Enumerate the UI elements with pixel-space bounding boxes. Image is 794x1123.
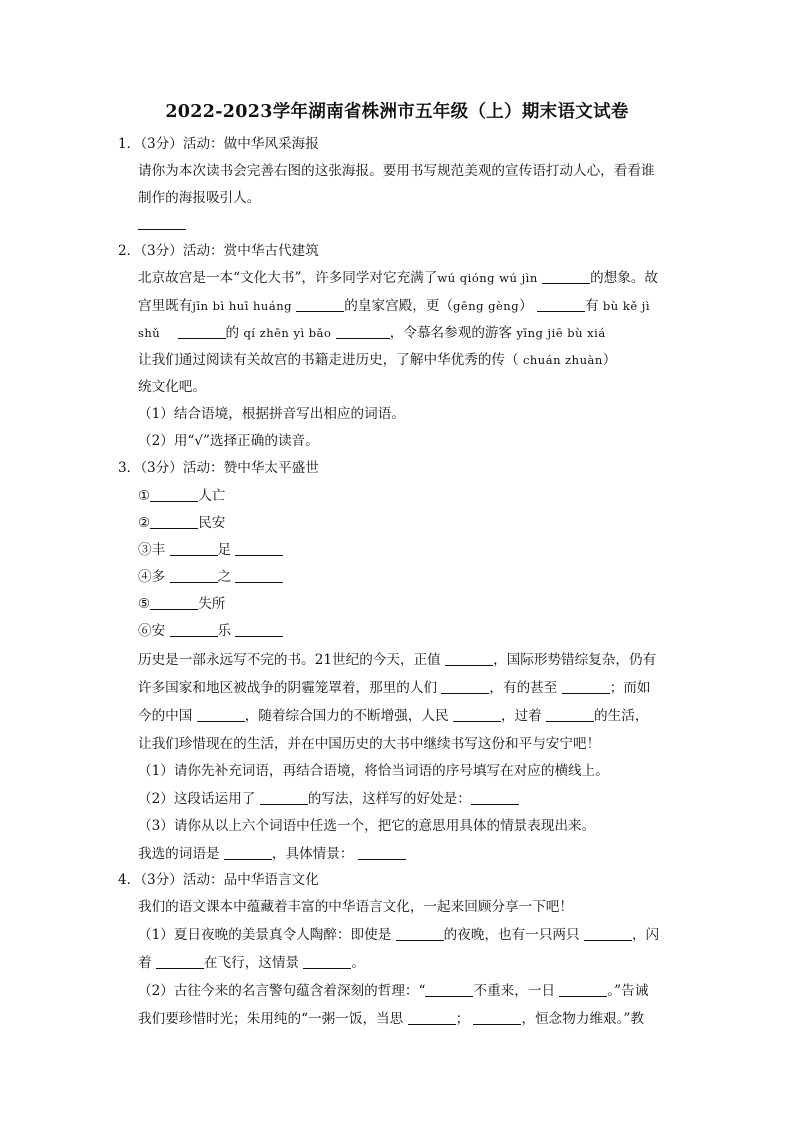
para-text: 许多国家和地区被战争的阴霾笼罩着，那里的人们	[138, 680, 438, 696]
sub-text: 。”告诫	[607, 983, 649, 999]
item-text: 足	[217, 542, 232, 558]
q4-line-1: 我们的语文课本中蕴藏着丰富的中华语言文化，一起来回顾分享一下吧！	[138, 899, 573, 915]
pinyin: yīng jiē bù xiá	[516, 326, 606, 340]
sub-text: （1）夏日夜晚的美景真令人陶醉：即使是	[138, 927, 392, 943]
answer-blank[interactable]	[303, 954, 351, 969]
q3-para-2	[138, 678, 650, 698]
q4-sub-1-cont	[138, 953, 365, 973]
q2-sub-2: （2）用“√”选择正确的读音。	[138, 433, 319, 449]
answer-blank[interactable]	[542, 269, 590, 284]
q3-item-2	[138, 513, 225, 533]
sub-text: ，具体情景：	[271, 846, 354, 862]
q2-line-5: 统文化吧。	[138, 379, 206, 395]
answer-blank[interactable]	[358, 845, 406, 860]
answer-blank[interactable]	[445, 651, 493, 666]
pinyin: qí zhēn yì bǎo	[243, 326, 332, 340]
q3-sub-4	[138, 844, 406, 864]
q2-text: 有	[585, 298, 599, 314]
answer-blank[interactable]	[260, 790, 308, 805]
para-text: 的生活，	[594, 708, 649, 724]
answer-blank[interactable]	[150, 514, 198, 529]
answer-blank[interactable]	[336, 324, 390, 339]
answer-blank[interactable]	[396, 926, 444, 941]
q4-sub-2	[138, 981, 648, 1001]
para-text: 今的中国	[138, 708, 193, 724]
q2-text: ，令慕名参观的游客	[389, 325, 513, 341]
sub-text: 不重来，一日	[473, 983, 556, 999]
answer-blank[interactable]	[473, 1010, 521, 1025]
q2-line-2	[138, 296, 650, 316]
sub-text: 。	[351, 955, 365, 971]
q1-heading: 1．（3分）活动：做中华风采海报	[118, 136, 319, 152]
q1-answer-blank[interactable]	[138, 214, 186, 234]
item-text: 之	[217, 569, 232, 585]
para-text: ，过着	[500, 708, 542, 724]
answer-blank[interactable]	[559, 982, 607, 997]
pinyin: chuán zhuàn	[522, 353, 603, 367]
q2-line-3	[138, 323, 606, 343]
q4-sub-1	[138, 925, 659, 945]
q3-para-4: 让我们珍惜现在的生活，并在中国历史的大书中继续书写这份和平与安宁吧！	[138, 736, 601, 752]
q2-line-4	[138, 350, 616, 370]
answer-blank[interactable]	[537, 297, 585, 312]
sub-text: 着	[138, 955, 152, 971]
pinyin: gēng gèng	[453, 299, 520, 313]
answer-blank[interactable]	[235, 622, 283, 637]
item-number: ④	[138, 569, 152, 585]
answer-blank[interactable]	[235, 541, 283, 556]
q2-text: 北京故宫是一本“文化大书”，许多同学对它充满了	[138, 270, 438, 286]
answer-blank[interactable]	[562, 679, 610, 694]
sub-text: 我选的词语是	[138, 846, 220, 862]
pinyin: bù kě jì	[602, 299, 651, 313]
q2-text: 的	[225, 325, 240, 341]
sub-text: 在飞行，这情景	[203, 955, 300, 971]
answer-blank[interactable]	[150, 595, 198, 610]
q4-sub-2-cont	[138, 1009, 644, 1029]
q3-item-6	[138, 621, 283, 641]
sub-text: （2）这段话运用了	[138, 791, 256, 807]
answer-blank[interactable]	[471, 790, 519, 805]
q3-para-3	[138, 706, 648, 726]
item-text: 多	[151, 569, 166, 585]
q3-sub-2	[138, 789, 519, 809]
answer-blank[interactable]	[235, 568, 283, 583]
item-text: 安	[151, 623, 166, 639]
sub-text: 的写法，这样写的好处是：	[307, 791, 471, 807]
answer-blank[interactable]	[408, 1010, 456, 1025]
item-number: ⑤	[138, 596, 151, 612]
q2-text: 的皇家宫殿，更（	[344, 298, 454, 314]
q2-sub-1: （1）结合语境，根据拼音写出相应的词语。	[138, 406, 405, 422]
answer-blank[interactable]	[441, 679, 489, 694]
item-text: 失所	[198, 596, 226, 612]
answer-blank[interactable]	[150, 487, 198, 502]
answer-blank[interactable]	[425, 982, 473, 997]
q3-item-5	[138, 594, 225, 614]
answer-blank[interactable]	[584, 926, 632, 941]
answer-blank[interactable]	[546, 707, 594, 722]
q1-line-1: 请你为本次读书会完善右图的这张海报。要用书写规范美观的宣传语打动人心，看看谁	[138, 163, 655, 179]
q3-item-1	[138, 486, 225, 506]
item-text: 丰	[151, 542, 166, 558]
answer-blank[interactable]	[453, 707, 501, 722]
page-title: 2022-2023学年湖南省株洲市五年级（上）期末语文试卷	[165, 102, 629, 122]
q2-heading: 2．（3分）活动：赏中华古代建筑	[118, 243, 319, 259]
q3-para-1	[138, 650, 656, 670]
item-number: ②	[138, 515, 151, 531]
sub-text: ；	[455, 1011, 470, 1027]
pinyin: wú qióng wú jìn	[437, 271, 538, 285]
answer-blank[interactable]	[156, 954, 204, 969]
item-number: ①	[138, 488, 151, 504]
q2-text: 的想象。故	[590, 270, 659, 286]
item-text: 人亡	[198, 488, 226, 504]
para-text: 历史是一部永远写不完的书。21世纪的今天，正值	[138, 652, 441, 668]
answer-blank[interactable]	[178, 324, 226, 339]
para-text: ；而如	[609, 680, 651, 696]
pinyin: jīn bì huī huáng	[192, 299, 292, 313]
sub-text: 我们要珍惜时光；朱用纯的“一粥一饭，当思	[138, 1011, 404, 1027]
answer-blank[interactable]	[170, 568, 218, 583]
sub-text: （2）古往今来的名言警句蕴含着深刻的哲理：“	[138, 983, 426, 999]
q2-text: ）	[602, 352, 617, 368]
para-text: ，有的甚至	[489, 680, 558, 696]
q3-item-3	[138, 540, 283, 560]
q4-heading: 4．（3分）活动：品中华语言文化	[118, 872, 319, 888]
item-text: 乐	[217, 623, 232, 639]
q2-text: 宫里既有	[138, 298, 193, 314]
sub-text: ，恒念物力维艰。”教	[521, 1011, 644, 1027]
pinyin: shǔ	[138, 326, 161, 340]
q1-line-2: 制作的海报吸引人。	[138, 190, 261, 206]
q2-text: ）	[519, 298, 533, 314]
item-text: 民安	[198, 515, 226, 531]
answer-blank[interactable]	[170, 622, 218, 637]
answer-blank[interactable]	[296, 297, 344, 312]
q3-heading: 3．（3分）活动：赞中华太平盛世	[118, 460, 319, 476]
q3-sub-1: （1）请你先补充词语，再结合语境，将恰当词语的序号填写在对应的横线上。	[138, 763, 609, 779]
q3-sub-3: （3）请你从以上六个词语中任选一个，把它的意思用具体的情景表现出来。	[138, 818, 596, 834]
answer-blank[interactable]	[197, 707, 245, 722]
para-text: ，随着综合国力的不断增强，人民	[244, 708, 449, 724]
q3-item-4	[138, 567, 283, 587]
answer-blank[interactable]	[170, 541, 218, 556]
para-text: ，国际形势错综复杂，仍有	[493, 652, 657, 668]
q2-text: 让我们通过阅读有关故宫的书籍走进历史，了解中华优秀的传（	[138, 352, 519, 368]
sub-text: ，闪	[631, 927, 660, 943]
sub-text: 的夜晚，也有一只两只	[443, 927, 580, 943]
answer-blank[interactable]	[224, 845, 272, 860]
item-number: ③	[138, 542, 152, 558]
item-number: ⑥	[138, 623, 152, 639]
q2-line-1	[138, 268, 658, 288]
